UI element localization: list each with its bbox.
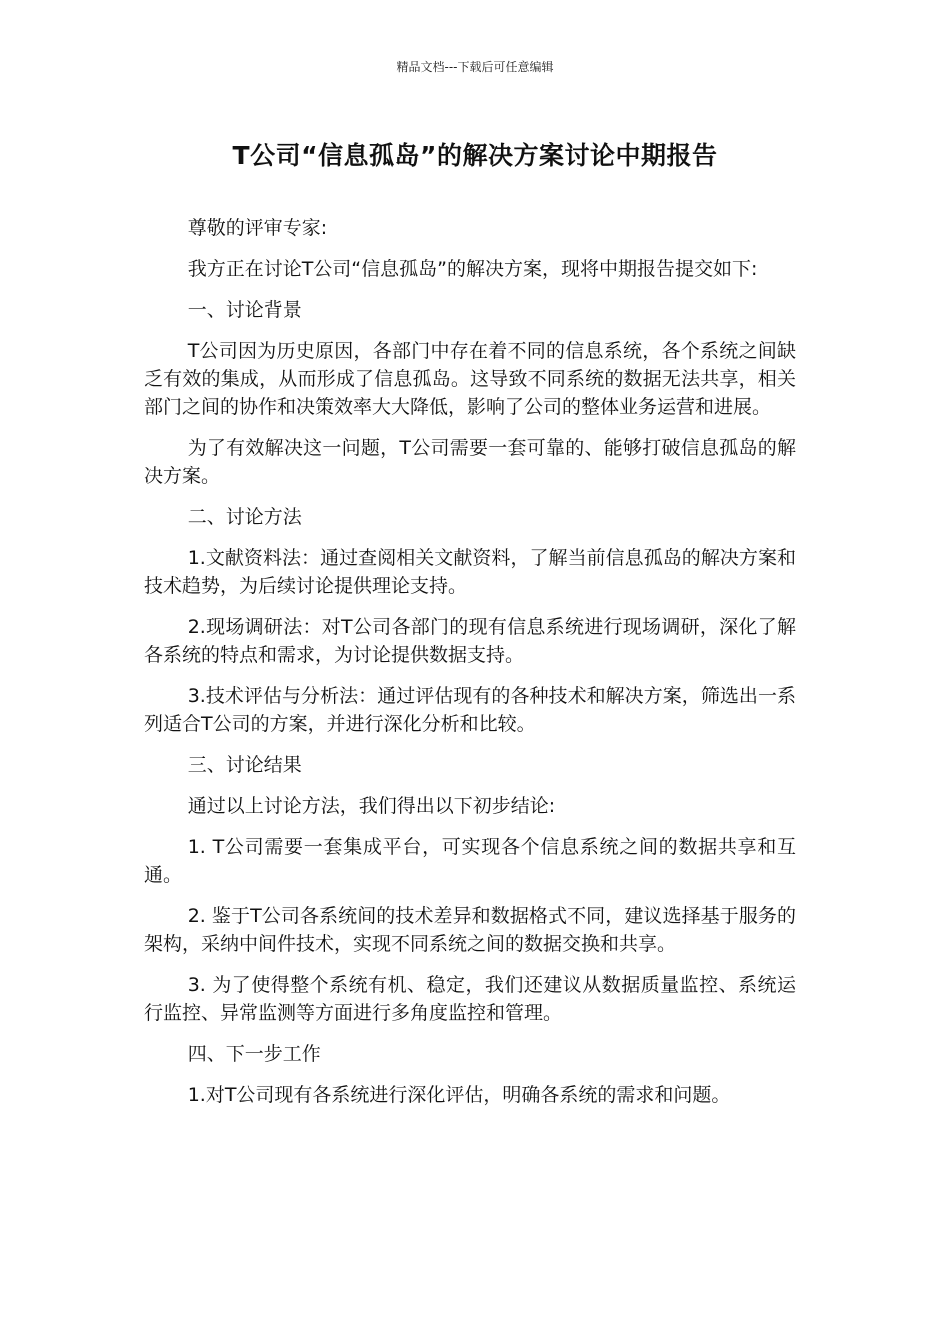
background-paragraph: 为了有效解决这一问题，T公司需要一套可靠的、能够打破信息孤岛的解决方案。 <box>144 437 796 487</box>
result-item: 1. T公司需要一套集成平台，可实现各个信息系统之间的数据共享和互通。 <box>144 836 796 886</box>
intro-paragraph: 我方正在讨论T公司“信息孤岛”的解决方案，现将中期报告提交如下: <box>187 258 758 280</box>
method-item: 2.现场调研法：对T公司各部门的现有信息系统进行现场调研，深化了解各系统的特点和需求，为讨论提供数据支持。 <box>144 616 796 666</box>
section-heading-results: 三、讨论结果 <box>187 754 302 776</box>
method-item: 3.技术评估与分析法：通过评估现有的各种技术和解决方案，筛选出一系列适合T公司的方案，并进行深化分析和比较。 <box>144 685 796 735</box>
next-step-item: 1.对T公司现有各系统进行深化评估，明确各系统的需求和问题。 <box>187 1084 731 1106</box>
result-item: 2. 鉴于T公司各系统间的技术差异和数据格式不同，建议选择基于服务的架构，采纳中间件技术，实现不同系统之间的数据交换和共享。 <box>144 905 796 955</box>
document-title: T公司“信息孤岛”的解决方案讨论中期报告 <box>232 141 718 170</box>
salutation: 尊敬的评审专家: <box>187 217 328 239</box>
results-intro: 通过以上讨论方法，我们得出以下初步结论: <box>187 795 556 817</box>
background-paragraph: T公司因为历史原因，各部门中存在着不同的信息系统，各个系统之间缺乏有效的集成，从而形成了信息孤岛。这导致不同系统的数据无法共享，相关部门之间的协作和决策效率大大降低，影响了公司的整体业务运营和进展。 <box>144 340 796 418</box>
method-item: 1.文献资料法：通过查阅相关文献资料，了解当前信息孤岛的解决方案和技术趋势，为后续讨论提供理论支持。 <box>144 547 796 597</box>
section-heading-methods: 二、讨论方法 <box>187 506 302 528</box>
result-item: 3. 为了使得整个系统有机、稳定，我们还建议从数据质量监控、系统运行监控、异常监测等方面进行多角度监控和管理。 <box>144 974 796 1024</box>
section-heading-background: 一、讨论背景 <box>187 299 302 321</box>
section-heading-next-steps: 四、下一步工作 <box>187 1043 321 1065</box>
document-body <box>144 214 796 1122</box>
header-note: 精品文档---下载后可任意编辑 <box>396 60 554 74</box>
